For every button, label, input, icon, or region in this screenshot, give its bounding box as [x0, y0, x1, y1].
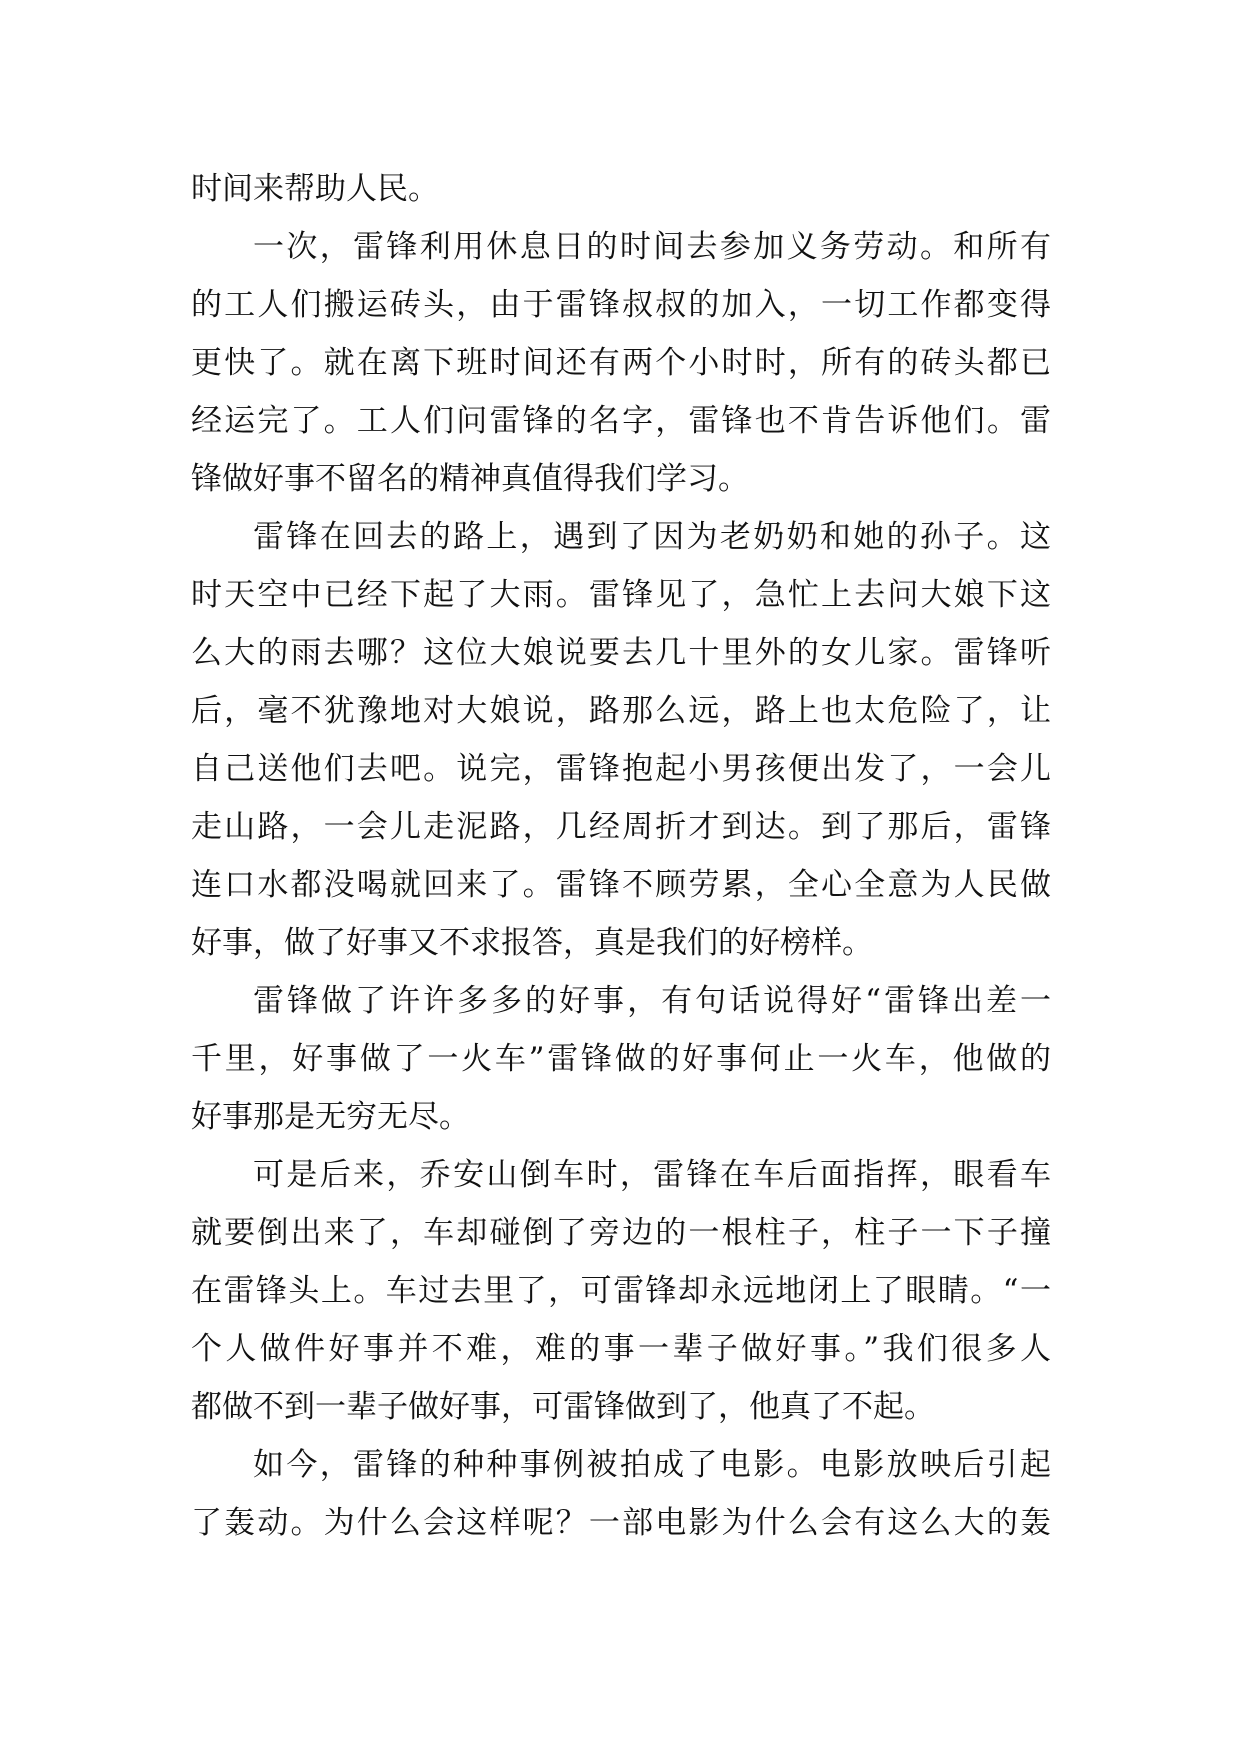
- text-line: 千里，好事做了一火车”雷锋做的好事何止一火车，他做的: [191, 1041, 1051, 1077]
- text-line: 走山路，一会儿走泥路，几经周折才到达。到了那后，雷锋: [191, 809, 1051, 845]
- text-line: 都做不到一辈子做好事，可雷锋做到了，他真了不起。: [191, 1389, 935, 1425]
- text-line: 更快了。就在离下班时间还有两个小时时，所有的砖头都已: [191, 345, 1051, 381]
- text-line: 时间来帮助人民。: [191, 171, 439, 207]
- text-line: 自己送他们去吧。说完，雷锋抱起小男孩便出发了，一会儿: [191, 751, 1051, 787]
- text-line: 么大的雨去哪？这位大娘说要去几十里外的女儿家。雷锋听: [191, 635, 1051, 671]
- text-line: 连口水都没喝就回来了。雷锋不顾劳累，全心全意为人民做: [191, 867, 1051, 903]
- paragraph-first-line: 可是后来，乔安山倒车时，雷锋在车后面指挥，眼看车: [253, 1157, 1051, 1193]
- paragraph-first-line: 雷锋做了许许多多的好事，有句话说得好“雷锋出差一: [253, 983, 1051, 1019]
- document-body: [191, 160, 1051, 1552]
- text-line: 后，毫不犹豫地对大娘说，路那么远，路上也太危险了，让: [191, 693, 1051, 729]
- paragraph-first-line: 如今，雷锋的种种事例被拍成了电影。电影放映后引起: [253, 1447, 1051, 1483]
- text-line: 经运完了。工人们问雷锋的名字，雷锋也不肯告诉他们。雷: [191, 403, 1051, 439]
- text-line: 个人做件好事并不难，难的事一辈子做好事。”我们很多人: [191, 1331, 1051, 1367]
- paragraph-first-line: 一次，雷锋利用休息日的时间去参加义务劳动。和所有: [253, 229, 1051, 265]
- paragraph-first-line: 雷锋在回去的路上，遇到了因为老奶奶和她的孙子。这: [253, 519, 1051, 555]
- text-line: 的工人们搬运砖头，由于雷锋叔叔的加入，一切工作都变得: [191, 287, 1051, 323]
- text-line: 锋做好事不留名的精神真值得我们学习。: [191, 461, 749, 497]
- text-line: 时天空中已经下起了大雨。雷锋见了，急忙上去问大娘下这: [191, 577, 1051, 613]
- text-line: 好事那是无穷无尽。: [191, 1099, 470, 1135]
- text-line: 了轰动。为什么会这样呢？一部电影为什么会有这么大的轰: [191, 1505, 1051, 1541]
- text-line: 好事，做了好事又不求报答，真是我们的好榜样。: [191, 925, 873, 961]
- text-line: 就要倒出来了，车却碰倒了旁边的一根柱子，柱子一下子撞: [191, 1215, 1051, 1251]
- text-line: 在雷锋头上。车过去里了，可雷锋却永远地闭上了眼睛。“一: [191, 1273, 1051, 1309]
